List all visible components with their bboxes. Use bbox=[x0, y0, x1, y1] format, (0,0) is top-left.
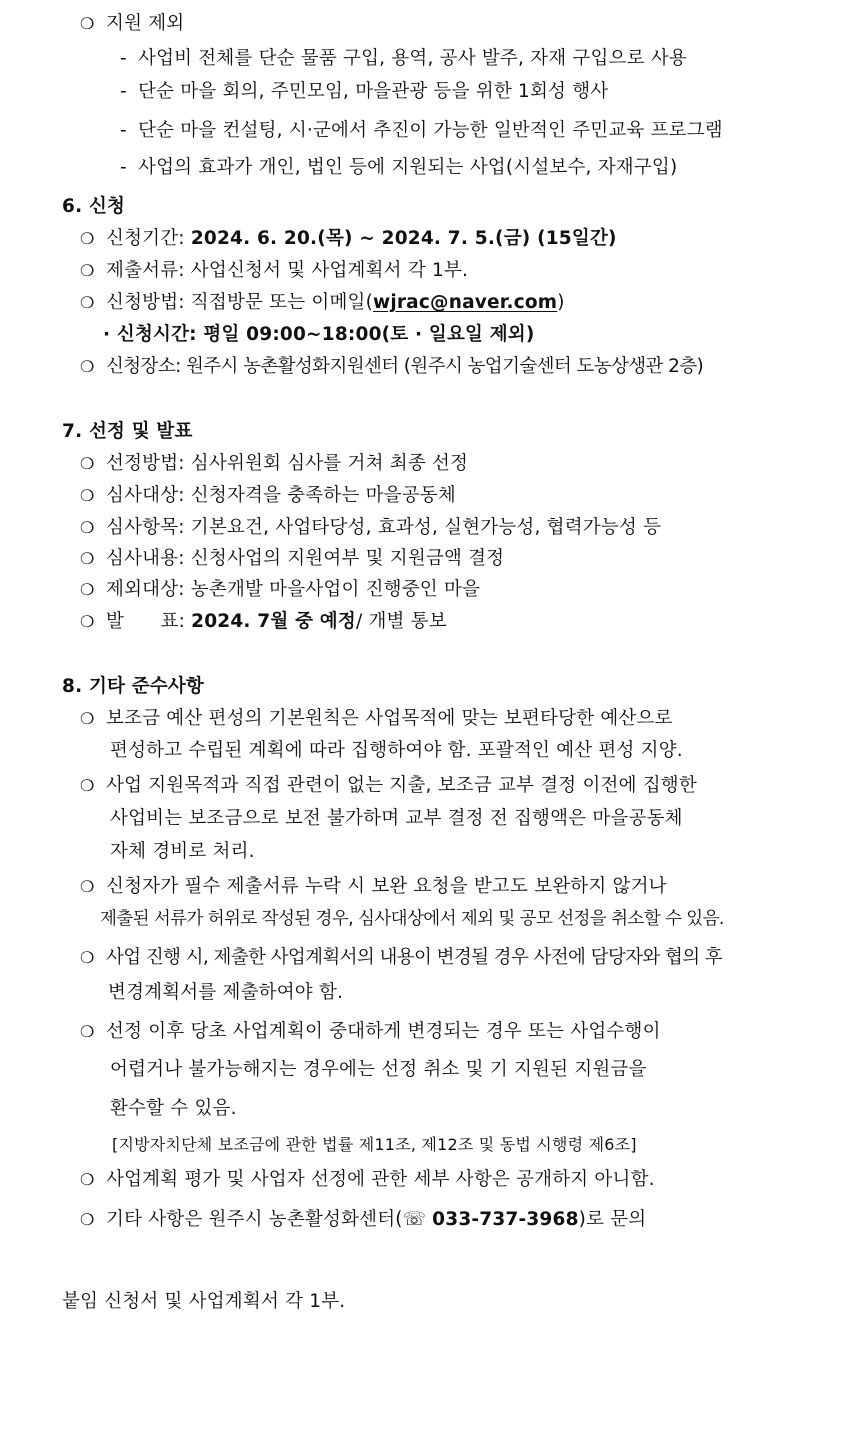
circle-bullet-icon: ❍ bbox=[80, 549, 95, 568]
selection-item: ❍ 선정방법: 심사위원회 심사를 거쳐 최종 선정 bbox=[80, 453, 469, 474]
announcement: ❍ 발 표: 2024. 7월 중 예정/ 개별 통보 bbox=[80, 611, 447, 632]
section-heading-misc: 8. 기타 준수사항 bbox=[62, 676, 205, 697]
selection-item: ❍ 심사대상: 신청자격을 충족하는 마을공동체 bbox=[80, 485, 456, 506]
selection-item: ❍ 심사항목: 기본요건, 사업타당성, 효과성, 실현가능성, 협력가능성 등 bbox=[80, 517, 662, 538]
misc-paragraph: ❍ 보조금 예산 편성의 기본원칙은 사업목적에 맞는 보편타당한 예산으로 bbox=[80, 708, 673, 729]
selection-item: ❍ 제외대상: 농촌개발 마을사업이 진행중인 마을 bbox=[80, 579, 481, 600]
misc-paragraph-cont: 변경계획서를 제출하여야 함. bbox=[108, 982, 344, 1003]
contact-line: ❍ 기타 사항은 원주시 농촌활성화센터(☏ 033-737-3968)로 문의 bbox=[80, 1209, 647, 1230]
attachment-note: 붙임 신청서 및 사업계획서 각 1부. bbox=[62, 1291, 346, 1312]
misc-paragraph: ❍ 사업 진행 시, 제출한 사업계획서의 내용이 변경될 경우 사전에 담당자와 협의 후 bbox=[80, 947, 723, 968]
misc-paragraph: ❍ 사업계획 평가 및 사업자 선정에 관한 세부 사항은 공개하지 아니함. bbox=[80, 1169, 655, 1190]
law-reference: [지방자치단체 보조금에 관한 법률 제11조, 제12조 및 동법 시행령 제6조] bbox=[112, 1135, 637, 1154]
misc-paragraph: ❍ 선정 이후 당초 사업계획이 중대하게 변경되는 경우 또는 사업수행이 bbox=[80, 1021, 661, 1042]
misc-paragraph: ❍ 신청자가 필수 제출서류 누락 시 보완 요청을 받고도 보완하지 않거나 bbox=[80, 876, 667, 897]
misc-paragraph-cont: 자체 경비로 처리. bbox=[110, 841, 255, 862]
circle-bullet-icon: ❍ bbox=[80, 948, 94, 967]
exclusion-item: - 단순 마을 컨설팅, 시·군에서 추진이 가능한 일반적인 주민교육 프로그램 bbox=[120, 120, 723, 141]
exclusion-item: - 사업비 전체를 단순 물품 구입, 용역, 공사 발주, 자재 구입으로 사용 bbox=[120, 48, 687, 69]
circle-bullet-icon: ❍ bbox=[80, 454, 95, 473]
apply-period: ❍ 신청기간: 2024. 6. 20.(목) ~ 2024. 7. 5.(금) (15일간) bbox=[80, 228, 617, 249]
circle-bullet-icon: ❍ bbox=[80, 709, 95, 728]
misc-paragraph-cont: 제출된 서류가 허위로 작성된 경우, 심사대상에서 제외 및 공모 선정을 취소할 수 있음. bbox=[100, 909, 724, 929]
apply-docs: ❍ 제출서류: 사업신청서 및 사업계획서 각 1부. bbox=[80, 260, 469, 281]
section-heading-selection: 7. 선정 및 발표 bbox=[62, 421, 193, 442]
circle-bullet-icon: ❍ bbox=[80, 1170, 95, 1189]
phone-number: 033-737-3968 bbox=[432, 1209, 579, 1230]
circle-bullet-icon: ❍ bbox=[80, 612, 95, 631]
circle-bullet-icon: ❍ bbox=[80, 1022, 95, 1041]
circle-bullet-icon: ❍ bbox=[80, 261, 95, 280]
exclusion-item: - 사업의 효과가 개인, 법인 등에 지원되는 사업(시설보수, 자재구입) bbox=[120, 157, 678, 178]
circle-bullet-icon: ❍ bbox=[80, 776, 95, 795]
circle-bullet-icon: ❍ bbox=[80, 14, 95, 33]
circle-bullet-icon: ❍ bbox=[80, 518, 95, 537]
misc-paragraph-cont: 사업비는 보조금으로 보전 불가하며 교부 결정 전 집행액은 마을공동체 bbox=[110, 808, 683, 829]
email-link[interactable]: wjrac@naver.com bbox=[373, 292, 558, 313]
circle-bullet-icon: ❍ bbox=[80, 1210, 95, 1229]
exclusion-title: ❍ 지원 제외 bbox=[80, 13, 185, 34]
circle-bullet-icon: ❍ bbox=[80, 877, 95, 896]
phone-icon: ☏ bbox=[402, 1209, 427, 1230]
apply-time: · 신청시간: 평일 09:00~18:00(토 · 일요일 제외) bbox=[103, 324, 535, 345]
circle-bullet-icon: ❍ bbox=[80, 229, 95, 248]
section-heading-apply: 6. 신청 bbox=[62, 196, 126, 217]
misc-paragraph-cont: 환수할 수 있음. bbox=[110, 1098, 237, 1119]
circle-bullet-icon: ❍ bbox=[80, 357, 94, 376]
circle-bullet-icon: ❍ bbox=[80, 293, 95, 312]
misc-paragraph-cont: 편성하고 수립된 계획에 따라 집행하여야 함. 포괄적인 예산 편성 지양. bbox=[110, 740, 683, 761]
apply-method: ❍ 신청방법: 직접방문 또는 이메일(wjrac@naver.com) bbox=[80, 292, 565, 313]
exclusion-item: - 단순 마을 회의, 주민모임, 마을관광 등을 위한 1회성 행사 bbox=[120, 81, 609, 102]
selection-item: ❍ 심사내용: 신청사업의 지원여부 및 지원금액 결정 bbox=[80, 548, 505, 569]
misc-paragraph-cont: 어렵거나 불가능해지는 경우에는 선정 취소 및 기 지원된 지원금을 bbox=[110, 1059, 647, 1080]
apply-place: ❍ 신청장소: 원주시 농촌활성화지원센터 (원주시 농업기술센터 도농상생관 2층) bbox=[80, 356, 704, 377]
misc-paragraph: ❍ 사업 지원목적과 직접 관련이 없는 지출, 보조금 교부 결정 이전에 집행한 bbox=[80, 775, 697, 796]
circle-bullet-icon: ❍ bbox=[80, 486, 95, 505]
circle-bullet-icon: ❍ bbox=[80, 580, 95, 599]
